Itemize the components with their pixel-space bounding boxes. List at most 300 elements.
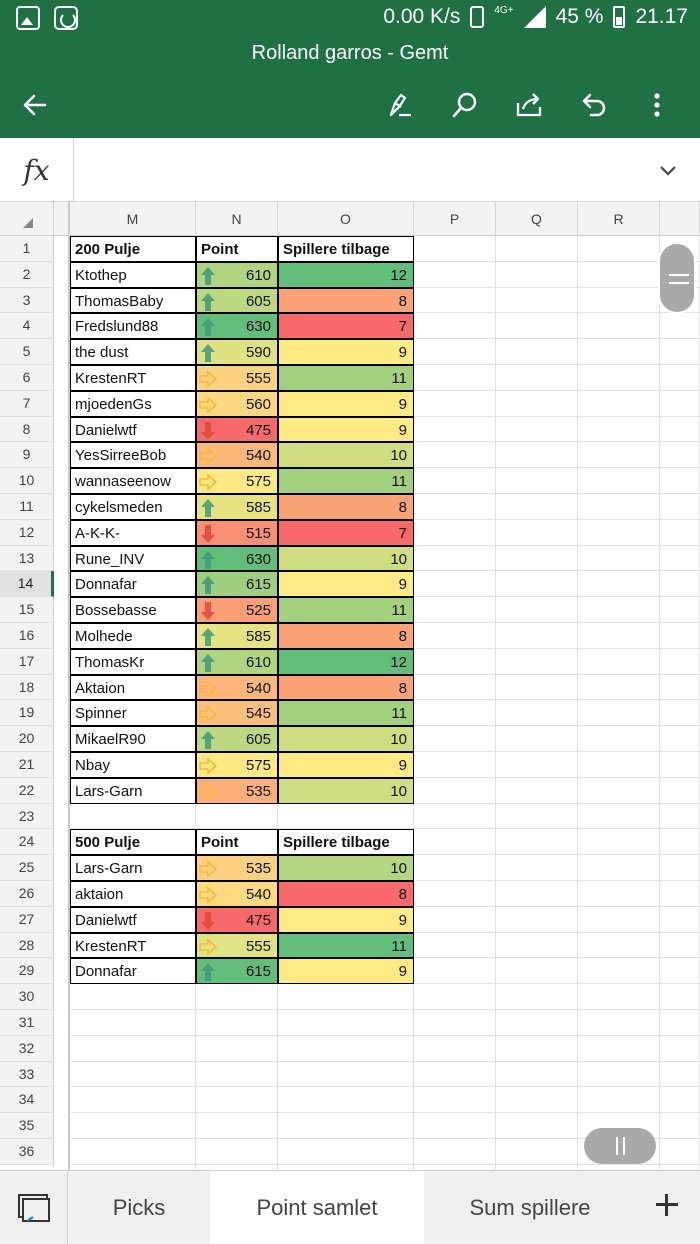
empty-cell[interactable] [578, 881, 660, 907]
spreadsheet-grid[interactable] [0, 202, 700, 1170]
row-header[interactable]: 7 [0, 391, 54, 417]
fx-label[interactable]: fx [0, 138, 74, 202]
empty-cell[interactable] [660, 623, 700, 649]
empty-cell[interactable] [70, 984, 196, 1010]
empty-cell[interactable] [496, 546, 578, 572]
player-name-cell[interactable]: Spinner [70, 700, 196, 726]
empty-cell[interactable] [278, 1139, 414, 1165]
empty-cell[interactable] [578, 752, 660, 778]
empty-cell[interactable] [660, 442, 700, 468]
row-header[interactable]: 8 [0, 417, 54, 443]
header-cell[interactable]: Spillere tilbage [278, 236, 414, 262]
empty-cell[interactable] [578, 597, 660, 623]
player-name-cell[interactable]: ThomasKr [70, 649, 196, 675]
player-name-cell[interactable]: wannaseenow [70, 468, 196, 494]
row-header[interactable]: 33 [0, 1062, 54, 1088]
row-header[interactable]: 30 [0, 984, 54, 1010]
row-header[interactable]: 2 [0, 262, 54, 288]
empty-cell[interactable] [414, 468, 496, 494]
player-name-cell[interactable]: KrestenRT [70, 365, 196, 391]
empty-cell[interactable] [496, 726, 578, 752]
empty-cell[interactable] [660, 829, 700, 855]
row-header[interactable]: 26 [0, 881, 54, 907]
empty-cell[interactable] [578, 468, 660, 494]
player-name-cell[interactable]: Bossebasse [70, 597, 196, 623]
empty-cell[interactable] [414, 881, 496, 907]
empty-cell[interactable] [578, 933, 660, 959]
empty-cell[interactable] [496, 391, 578, 417]
back-arrow-icon[interactable] [12, 82, 58, 128]
point-cell[interactable] [196, 365, 278, 391]
empty-cell[interactable] [496, 417, 578, 443]
empty-cell[interactable] [660, 881, 700, 907]
empty-cell[interactable] [578, 546, 660, 572]
empty-cell[interactable] [414, 1010, 496, 1036]
players-back-cell[interactable]: 10 [278, 726, 414, 752]
empty-cell[interactable] [414, 675, 496, 701]
empty-cell[interactable] [578, 1010, 660, 1036]
point-cell[interactable] [196, 700, 278, 726]
empty-cell[interactable] [414, 339, 496, 365]
empty-cell[interactable] [278, 1010, 414, 1036]
players-back-cell[interactable]: 8 [278, 494, 414, 520]
empty-cell[interactable] [660, 675, 700, 701]
empty-cell[interactable] [496, 597, 578, 623]
point-cell[interactable] [196, 494, 278, 520]
player-name-cell[interactable]: Nbay [70, 752, 196, 778]
point-cell[interactable] [196, 855, 278, 881]
row-header[interactable]: 9 [0, 442, 54, 468]
empty-cell[interactable] [578, 442, 660, 468]
players-back-cell[interactable]: 10 [278, 855, 414, 881]
empty-cell[interactable] [196, 984, 278, 1010]
row-header[interactable]: 27 [0, 907, 54, 933]
empty-cell[interactable] [414, 933, 496, 959]
empty-cell[interactable] [660, 1087, 700, 1113]
empty-cell[interactable] [660, 313, 700, 339]
empty-cell[interactable] [414, 623, 496, 649]
header-cell[interactable]: 200 Pulje [70, 236, 196, 262]
empty-cell[interactable] [496, 1010, 578, 1036]
row-header[interactable]: 22 [0, 778, 54, 804]
player-name-cell[interactable]: Fredslund88 [70, 313, 196, 339]
empty-cell[interactable] [660, 984, 700, 1010]
empty-cell[interactable] [578, 417, 660, 443]
empty-cell[interactable] [660, 597, 700, 623]
empty-cell[interactable] [414, 778, 496, 804]
cell-area[interactable] [0, 236, 700, 1170]
players-back-cell[interactable]: 9 [278, 571, 414, 597]
empty-cell[interactable] [414, 597, 496, 623]
empty-cell[interactable] [196, 1139, 278, 1165]
row-header[interactable]: 24 [0, 829, 54, 855]
row-header[interactable]: 29 [0, 958, 54, 984]
players-back-cell[interactable]: 11 [278, 700, 414, 726]
column-header[interactable]: O [278, 202, 414, 236]
empty-cell[interactable] [414, 649, 496, 675]
column-header[interactable]: M [70, 202, 196, 236]
players-back-cell[interactable]: 12 [278, 649, 414, 675]
row-header[interactable]: 23 [0, 804, 54, 830]
player-name-cell[interactable]: MikaelR90 [70, 726, 196, 752]
players-back-cell[interactable]: 9 [278, 417, 414, 443]
players-back-cell[interactable]: 11 [278, 365, 414, 391]
empty-cell[interactable] [496, 1062, 578, 1088]
row-header[interactable]: 19 [0, 700, 54, 726]
empty-cell[interactable] [496, 778, 578, 804]
empty-cell[interactable] [414, 494, 496, 520]
empty-cell[interactable] [496, 933, 578, 959]
row-header[interactable]: 10 [0, 468, 54, 494]
empty-cell[interactable] [414, 313, 496, 339]
empty-cell[interactable] [70, 1036, 196, 1062]
empty-cell[interactable] [578, 984, 660, 1010]
empty-cell[interactable] [660, 468, 700, 494]
player-name-cell[interactable]: KrestenRT [70, 933, 196, 959]
empty-cell[interactable] [496, 984, 578, 1010]
empty-cell[interactable] [278, 1036, 414, 1062]
empty-cell[interactable] [414, 984, 496, 1010]
empty-cell[interactable] [196, 804, 278, 830]
empty-cell[interactable] [496, 1087, 578, 1113]
empty-cell[interactable] [278, 1062, 414, 1088]
point-cell[interactable] [196, 288, 278, 314]
empty-cell[interactable] [496, 623, 578, 649]
players-back-cell[interactable]: 11 [278, 933, 414, 959]
empty-cell[interactable] [660, 700, 700, 726]
empty-cell[interactable] [414, 804, 496, 830]
header-cell[interactable]: Spillere tilbage [278, 829, 414, 855]
empty-cell[interactable] [414, 958, 496, 984]
point-cell[interactable] [196, 597, 278, 623]
player-name-cell[interactable]: mjoedenGs [70, 391, 196, 417]
empty-cell[interactable] [578, 365, 660, 391]
row-header[interactable]: 36 [0, 1139, 54, 1165]
empty-cell[interactable] [660, 571, 700, 597]
row-header[interactable]: 14 [0, 571, 54, 597]
vertical-scroll-handle[interactable] [658, 242, 696, 314]
point-cell[interactable] [196, 881, 278, 907]
tab-sum-spillere[interactable]: Sum spillere [469, 1195, 591, 1220]
player-name-cell[interactable]: Molhede [70, 623, 196, 649]
empty-cell[interactable] [578, 571, 660, 597]
empty-cell[interactable] [496, 494, 578, 520]
player-name-cell[interactable]: Aktaion [70, 675, 196, 701]
players-back-cell[interactable]: 9 [278, 958, 414, 984]
empty-cell[interactable] [660, 365, 700, 391]
row-header[interactable]: 5 [0, 339, 54, 365]
add-sheet-icon[interactable] [652, 1191, 682, 1221]
player-name-cell[interactable]: the dust [70, 339, 196, 365]
header-cell[interactable]: Point [196, 829, 278, 855]
formula-input[interactable] [74, 138, 634, 202]
tab-point-samlet[interactable]: Point samlet [210, 1171, 424, 1244]
empty-cell[interactable] [660, 907, 700, 933]
player-name-cell[interactable]: Lars-Garn [70, 855, 196, 881]
player-name-cell[interactable]: A-K-K- [70, 520, 196, 546]
empty-cell[interactable] [70, 804, 196, 830]
row-header[interactable]: 12 [0, 520, 54, 546]
players-back-cell[interactable]: 12 [278, 262, 414, 288]
empty-cell[interactable] [414, 1139, 496, 1165]
column-header-partial[interactable] [660, 202, 700, 236]
empty-cell[interactable] [496, 675, 578, 701]
empty-cell[interactable] [196, 1010, 278, 1036]
empty-cell[interactable] [496, 752, 578, 778]
empty-cell[interactable] [660, 752, 700, 778]
empty-cell[interactable] [496, 700, 578, 726]
players-back-cell[interactable]: 8 [278, 881, 414, 907]
players-back-cell[interactable]: 8 [278, 623, 414, 649]
row-header[interactable]: 31 [0, 1010, 54, 1036]
empty-cell[interactable] [414, 442, 496, 468]
empty-cell[interactable] [196, 1036, 278, 1062]
empty-cell[interactable] [496, 1113, 578, 1139]
header-cell[interactable]: Point [196, 236, 278, 262]
row-header[interactable]: 20 [0, 726, 54, 752]
empty-cell[interactable] [578, 313, 660, 339]
empty-cell[interactable] [578, 339, 660, 365]
player-name-cell[interactable]: Rune_INV [70, 546, 196, 572]
point-cell[interactable] [196, 623, 278, 649]
empty-cell[interactable] [660, 546, 700, 572]
player-name-cell[interactable]: Lars-Garn [70, 778, 196, 804]
empty-cell[interactable] [496, 881, 578, 907]
empty-cell[interactable] [196, 1087, 278, 1113]
point-cell[interactable] [196, 262, 278, 288]
search-icon[interactable] [442, 82, 488, 128]
empty-cell[interactable] [660, 726, 700, 752]
empty-cell[interactable] [660, 339, 700, 365]
draw-pen-icon[interactable] [378, 82, 424, 128]
empty-cell[interactable] [660, 804, 700, 830]
empty-cell[interactable] [414, 391, 496, 417]
empty-cell[interactable] [578, 262, 660, 288]
empty-cell[interactable] [196, 1113, 278, 1139]
empty-cell[interactable] [414, 855, 496, 881]
players-back-cell[interactable]: 11 [278, 597, 414, 623]
empty-cell[interactable] [578, 391, 660, 417]
empty-cell[interactable] [660, 958, 700, 984]
row-header[interactable]: 35 [0, 1113, 54, 1139]
empty-cell[interactable] [660, 520, 700, 546]
player-name-cell[interactable]: Donnafar [70, 571, 196, 597]
players-back-cell[interactable]: 9 [278, 391, 414, 417]
players-back-cell[interactable]: 10 [278, 546, 414, 572]
empty-cell[interactable] [496, 442, 578, 468]
empty-cell[interactable] [414, 907, 496, 933]
empty-cell[interactable] [278, 1113, 414, 1139]
empty-cell[interactable] [660, 1113, 700, 1139]
empty-cell[interactable] [578, 675, 660, 701]
empty-cell[interactable] [578, 726, 660, 752]
player-name-cell[interactable]: Danielwtf [70, 417, 196, 443]
point-cell[interactable] [196, 313, 278, 339]
tab-picks[interactable]: Picks [112, 1195, 166, 1220]
empty-cell[interactable] [496, 804, 578, 830]
empty-cell[interactable] [496, 365, 578, 391]
empty-cell[interactable] [660, 1036, 700, 1062]
empty-cell[interactable] [70, 1010, 196, 1036]
player-name-cell[interactable]: ThomasBaby [70, 288, 196, 314]
empty-cell[interactable] [578, 1036, 660, 1062]
select-all-corner[interactable] [0, 202, 54, 236]
empty-cell[interactable] [578, 236, 660, 262]
player-name-cell[interactable]: Donnafar [70, 958, 196, 984]
header-cell[interactable]: 500 Pulje [70, 829, 196, 855]
point-cell[interactable] [196, 675, 278, 701]
point-cell[interactable] [196, 958, 278, 984]
empty-cell[interactable] [660, 391, 700, 417]
point-cell[interactable] [196, 649, 278, 675]
row-header[interactable]: 17 [0, 649, 54, 675]
empty-cell[interactable] [578, 958, 660, 984]
empty-cell[interactable] [496, 855, 578, 881]
empty-cell[interactable] [578, 1062, 660, 1088]
player-name-cell[interactable]: YesSirreeBob [70, 442, 196, 468]
column-header[interactable]: N [196, 202, 278, 236]
empty-cell[interactable] [496, 1139, 578, 1165]
empty-cell[interactable] [70, 1113, 196, 1139]
empty-cell[interactable] [496, 288, 578, 314]
empty-cell[interactable] [414, 726, 496, 752]
empty-cell[interactable] [660, 855, 700, 881]
empty-cell[interactable] [414, 288, 496, 314]
empty-cell[interactable] [414, 1087, 496, 1113]
point-cell[interactable] [196, 752, 278, 778]
empty-cell[interactable] [578, 804, 660, 830]
empty-cell[interactable] [196, 1062, 278, 1088]
empty-cell[interactable] [496, 339, 578, 365]
empty-cell[interactable] [578, 907, 660, 933]
empty-cell[interactable] [414, 700, 496, 726]
empty-cell[interactable] [496, 829, 578, 855]
point-cell[interactable] [196, 442, 278, 468]
empty-cell[interactable] [414, 1113, 496, 1139]
empty-cell[interactable] [578, 700, 660, 726]
chevron-down-icon[interactable] [654, 156, 682, 184]
players-back-cell[interactable]: 8 [278, 675, 414, 701]
point-cell[interactable] [196, 468, 278, 494]
empty-cell[interactable] [578, 778, 660, 804]
point-cell[interactable] [196, 339, 278, 365]
players-back-cell[interactable]: 9 [278, 907, 414, 933]
empty-cell[interactable] [578, 829, 660, 855]
players-back-cell[interactable]: 9 [278, 752, 414, 778]
share-icon[interactable] [506, 82, 552, 128]
column-header[interactable]: P [414, 202, 496, 236]
point-cell[interactable] [196, 520, 278, 546]
row-header[interactable]: 3 [0, 288, 54, 314]
empty-cell[interactable] [278, 1087, 414, 1113]
empty-cell[interactable] [496, 649, 578, 675]
player-name-cell[interactable]: Danielwtf [70, 907, 196, 933]
row-header[interactable]: 34 [0, 1087, 54, 1113]
empty-cell[interactable] [70, 1139, 196, 1165]
players-back-cell[interactable]: 7 [278, 313, 414, 339]
row-header[interactable]: 25 [0, 855, 54, 881]
row-header[interactable]: 18 [0, 675, 54, 701]
point-cell[interactable] [196, 778, 278, 804]
player-name-cell[interactable]: cykelsmeden [70, 494, 196, 520]
empty-cell[interactable] [660, 649, 700, 675]
players-back-cell[interactable]: 7 [278, 520, 414, 546]
player-name-cell[interactable]: Ktothep [70, 262, 196, 288]
row-header[interactable]: 4 [0, 313, 54, 339]
point-cell[interactable] [196, 417, 278, 443]
empty-cell[interactable] [414, 829, 496, 855]
empty-cell[interactable] [414, 571, 496, 597]
empty-cell[interactable] [414, 262, 496, 288]
row-header[interactable]: 11 [0, 494, 54, 520]
empty-cell[interactable] [660, 1010, 700, 1036]
empty-cell[interactable] [414, 365, 496, 391]
players-back-cell[interactable]: 8 [278, 288, 414, 314]
row-header[interactable]: 32 [0, 1036, 54, 1062]
empty-cell[interactable] [578, 855, 660, 881]
players-back-cell[interactable]: 9 [278, 339, 414, 365]
row-header[interactable]: 1 [0, 236, 54, 262]
column-header[interactable]: R [578, 202, 660, 236]
point-cell[interactable] [196, 546, 278, 572]
empty-cell[interactable] [414, 1036, 496, 1062]
empty-cell[interactable] [414, 752, 496, 778]
point-cell[interactable] [196, 907, 278, 933]
row-header[interactable]: 21 [0, 752, 54, 778]
empty-cell[interactable] [578, 520, 660, 546]
players-back-cell[interactable]: 10 [278, 778, 414, 804]
empty-cell[interactable] [578, 623, 660, 649]
empty-cell[interactable] [414, 1062, 496, 1088]
column-header[interactable]: Q [496, 202, 578, 236]
point-cell[interactable] [196, 933, 278, 959]
empty-cell[interactable] [496, 1036, 578, 1062]
empty-cell[interactable] [278, 984, 414, 1010]
undo-icon[interactable] [570, 82, 616, 128]
empty-cell[interactable] [414, 546, 496, 572]
empty-cell[interactable] [496, 313, 578, 339]
empty-cell[interactable] [660, 494, 700, 520]
sheets-overview-icon[interactable] [0, 1171, 68, 1244]
more-vertical-icon[interactable] [634, 82, 680, 128]
horizontal-scroll-handle[interactable] [584, 1128, 656, 1164]
empty-cell[interactable] [578, 1087, 660, 1113]
row-header[interactable]: 28 [0, 933, 54, 959]
row-header[interactable]: 16 [0, 623, 54, 649]
row-header[interactable]: 6 [0, 365, 54, 391]
point-cell[interactable] [196, 391, 278, 417]
empty-cell[interactable] [578, 288, 660, 314]
empty-cell[interactable] [660, 417, 700, 443]
empty-cell[interactable] [70, 1087, 196, 1113]
players-back-cell[interactable]: 11 [278, 468, 414, 494]
empty-cell[interactable] [496, 958, 578, 984]
empty-cell[interactable] [660, 1062, 700, 1088]
empty-cell[interactable] [496, 520, 578, 546]
row-header[interactable]: 13 [0, 546, 54, 572]
empty-cell[interactable] [496, 571, 578, 597]
empty-cell[interactable] [414, 520, 496, 546]
point-cell[interactable] [196, 571, 278, 597]
empty-cell[interactable] [578, 649, 660, 675]
empty-cell[interactable] [496, 468, 578, 494]
player-name-cell[interactable]: aktaion [70, 881, 196, 907]
empty-cell[interactable] [496, 907, 578, 933]
empty-cell[interactable] [660, 1139, 700, 1165]
empty-cell[interactable] [660, 933, 700, 959]
empty-cell[interactable] [414, 236, 496, 262]
empty-cell[interactable] [70, 1062, 196, 1088]
